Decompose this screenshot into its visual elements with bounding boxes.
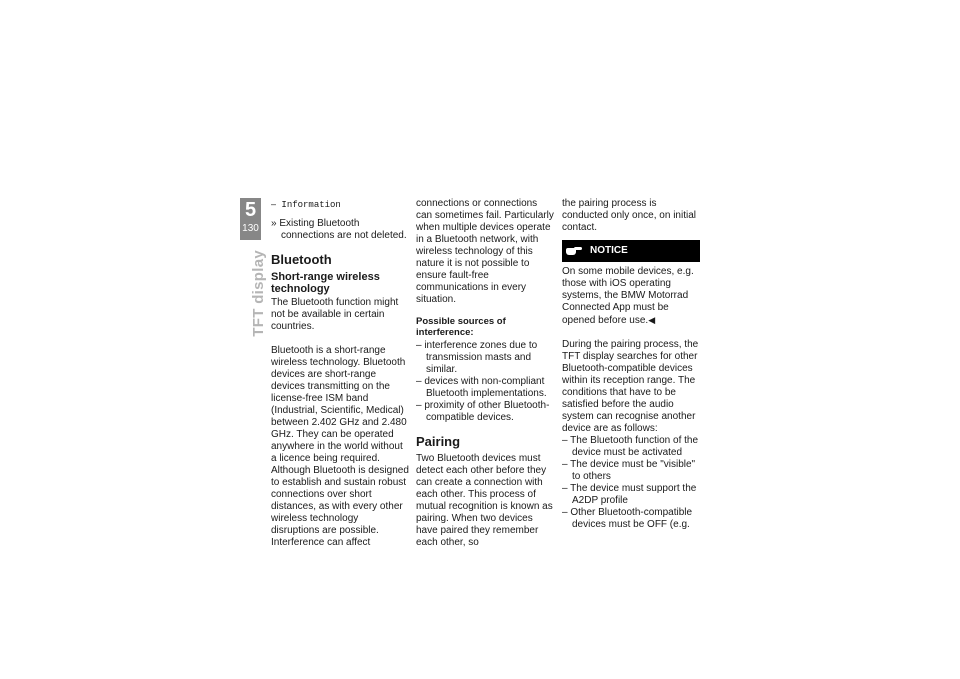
pointing-hand-icon [566, 245, 582, 257]
paragraph-pairing-process: During the pairing process, the TFT display searches for other Bluetooth-compatible devices within its reception range. The conditions that have to be satisfied before the audio system can recognise another device are as follows: [562, 339, 699, 434]
heading-interference-sources: Possible sources of interference: [416, 316, 506, 338]
chapter-number: 5 [244, 199, 257, 221]
column-3 [562, 198, 700, 531]
heading-bluetooth: Bluetooth [271, 252, 332, 267]
notice-bar [562, 240, 700, 262]
paragraph-continued: connections or connections can sometimes fail. Particularly when multiple devices operate in a Bluetooth network, with wireless technology of this nature it is not possible to ensure fault-free communications in every situation. [416, 198, 554, 305]
list-item: – The Bluetooth function of the device must be activated [562, 435, 699, 458]
paragraph-continued: the pairing process is conducted only once, on initial contact. [562, 198, 696, 233]
list-item: – Other Bluetooth-compatible devices must be OFF (e.g. [562, 507, 693, 530]
paragraph-availability: The Bluetooth function might not be available in certain countries. [271, 297, 399, 332]
heading-pairing: Pairing [416, 434, 461, 449]
information-label: – Information [271, 199, 341, 210]
page-number: 130 [242, 223, 259, 234]
list-item: – devices with non-compliant Bluetooth implementations. [416, 376, 547, 399]
list-item: – The device must support the A2DP profile [562, 483, 697, 506]
column-2 [416, 198, 554, 549]
column-1 [271, 198, 409, 549]
paragraph-bluetooth-description: Bluetooth is a short-range wireless technology. Bluetooth devices are short-range devices transmitting on the license-free ISM band (Industrial, Scientific, Medical) between 2.402 GHz and 2.480 GHz. They can be operated anywhere in the world without a licence being required. Although Bluetooth is designed to establish and sustain robust connections over short distances, as with every other wireless technology disruptions are possible. Interference can affect [271, 345, 409, 548]
notice-text: On some mobile devices, e.g. those with iOS operating systems, the BMW Motorrad Connected App must be opened before use.◀ [562, 266, 694, 326]
paragraph-pairing: Two Bluetooth devices must detect each other before they can create a connection with each other. This process of mutual recognition is known as pairing. When two devices have paired they remember each other, so [416, 453, 553, 548]
chapter-title-text: TFT display [250, 250, 267, 337]
list-item: – The device must be "visible" to others [562, 459, 696, 482]
notice-label: NOTICE [590, 245, 628, 256]
list-item: – interference zones due to transmission masts and similar. [416, 340, 538, 375]
chapter-tab [240, 198, 261, 240]
list-item: – proximity of other Bluetooth-compatible devices. [416, 400, 550, 423]
result-item: » Existing Bluetooth connections are not deleted. [271, 218, 407, 241]
heading-short-range: Short-range wireless technology [271, 271, 380, 295]
end-mark-icon: ◀ [648, 315, 656, 325]
